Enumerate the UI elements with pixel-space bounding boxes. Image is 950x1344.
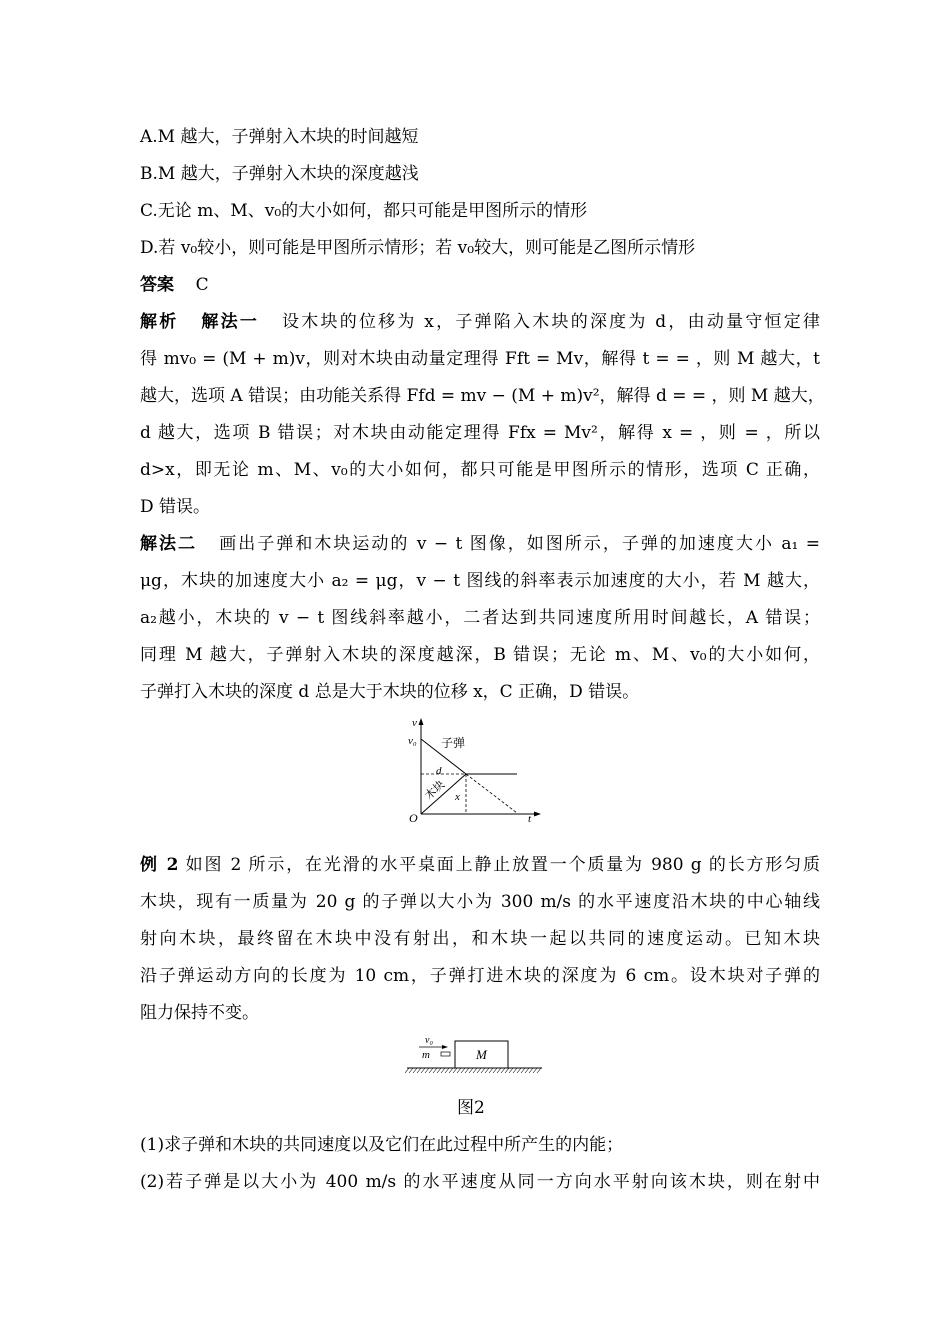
hatch-stroke (497, 1068, 501, 1073)
hatch-stroke (417, 1068, 421, 1073)
example2-line-1: 例 2 如图 2 所示，在光滑的水平桌面上静止放置一个质量为 980 g 的长方形匀质 (140, 855, 821, 875)
hatch-stroke (421, 1068, 425, 1073)
hatch-stroke (485, 1068, 489, 1073)
option-b: B.M 越大，子弹射入木块的深度越浅 (140, 164, 419, 184)
analysis-line-2: 得 mv₀ = (M + m)v，则对木块由动量定理得 Fft = Mv，解得 t = = ，则 M 越大，t (140, 349, 820, 369)
hatch-stroke (433, 1068, 437, 1073)
figure-2 (405, 1030, 547, 1076)
hatch-stroke (505, 1068, 509, 1073)
question-1: (1)求子弹和木块的共同速度以及它们在此过程中所产生的内能； (140, 1135, 624, 1155)
method1-text: 设木块的位移为 x，子弹陷入木块的深度为 d，由动量守恒定律 (282, 312, 821, 332)
hatch-stroke (477, 1068, 481, 1073)
table-hatching (405, 1068, 541, 1073)
hatch-stroke (453, 1068, 457, 1073)
answer-value: C (195, 275, 209, 295)
hatch-stroke (461, 1068, 465, 1073)
hatch-stroke (437, 1068, 441, 1073)
v-axis-label: v (412, 717, 417, 729)
hatch-stroke (441, 1068, 445, 1073)
question-2: (2)若子弹是以大小为 400 m/s 的水平速度从同一方向水平射向该木块，则在射中 (140, 1172, 820, 1192)
hatch-stroke (465, 1068, 469, 1073)
option-d: D.若 v₀较小，则可能是甲图所示情形；若 v₀较大，则可能是乙图所示情形 (140, 238, 696, 258)
method2-label: 解法二 (140, 534, 198, 554)
d-label: d (436, 765, 442, 777)
example2-line-5: 阻力保持不变。 (140, 1003, 259, 1023)
option-a: A.M 越大，子弹射入木块的时间越短 (140, 127, 419, 147)
hatch-stroke (537, 1068, 541, 1073)
method2-line-3: a₂越小，木块的 v − t 图线斜率越小，二者达到共同速度所用时间越长，A 错误； (140, 608, 820, 628)
analysis-line-3: 越大，选项 A 错误；由功能关系得 Ffd = mv − (M + m)v²，解得 d = = ，则 M 越大， (140, 386, 825, 406)
hatch-stroke (521, 1068, 525, 1073)
analysis-line-4: d 越大，选项 B 错误；对木块由动能定理得 Ffx = Mv²，解得 x = ，则 = ，所以 (140, 423, 820, 443)
hatch-stroke (405, 1068, 409, 1073)
method1-label: 解法一 (201, 312, 260, 332)
bullet (441, 1052, 450, 1056)
method2-line-2: μg，木块的加速度大小 a₂ = μg，v − t 图线的斜率表示加速度的大小，若 M 越大， (140, 571, 820, 591)
example2-line-3: 射向木块，最终留在木块中没有射出，和木块一起以共同的速度运动。已知木块 (140, 929, 820, 949)
vt-graph-figure (395, 712, 555, 824)
hatch-stroke (413, 1068, 417, 1073)
t-axis-arrow (534, 812, 541, 817)
example2-label: 例 2 (140, 855, 179, 875)
method2-line-1: 解法二 画出子弹和木块运动的 v − t 图像，如图所示，子弹的加速度大小 a₁ = (140, 534, 821, 554)
hatch-stroke (529, 1068, 533, 1073)
option-c: C.无论 m、M、v₀的大小如何，都只可能是甲图所示的情形 (140, 201, 588, 221)
t-axis-label: t (528, 813, 532, 824)
analysis-line-5: d>x，即无论 m、M、v₀的大小如何，都只可能是甲图所示的情形，选项 C 正确， (140, 460, 820, 480)
answer-line (140, 273, 209, 297)
hatch-stroke (517, 1068, 521, 1073)
hatch-stroke (449, 1068, 453, 1073)
v0-label: v₀ (408, 735, 417, 747)
hatch-stroke (429, 1068, 433, 1073)
hatch-stroke (509, 1068, 513, 1073)
block-label: 木块 (422, 778, 448, 803)
hatch-stroke (445, 1068, 449, 1073)
hatch-stroke (469, 1068, 473, 1073)
hatch-stroke (457, 1068, 461, 1073)
origin-label: O (409, 811, 418, 824)
hatch-stroke (489, 1068, 493, 1073)
block-mass-label: M (476, 1047, 487, 1062)
hatch-stroke (473, 1068, 477, 1073)
figure-2-caption: 图2 (457, 1098, 485, 1118)
hatch-stroke (533, 1068, 537, 1073)
analysis-line-1 (140, 310, 820, 334)
method2-line-4: 同理 M 越大，子弹射入木块的深度越深，B 错误；无论 m、M、v₀的大小如何， (140, 645, 820, 665)
method2-line-5: 子弹打入木块的深度 d 总是大于木块的位移 x，C 正确，D 错误。 (140, 682, 640, 702)
analysis-label: 解析 (140, 312, 179, 332)
bullet-extension-dashed (466, 774, 517, 813)
hatch-stroke (481, 1068, 485, 1073)
hatch-stroke (513, 1068, 517, 1073)
bullet-label: 子弹 (441, 736, 466, 750)
example2-line-2: 木块，现有一质量为 20 g 的子弹以大小为 300 m/s 的水平速度沿木块的中心轴线 (140, 892, 820, 912)
v-axis-arrow (419, 718, 424, 725)
velocity-arrow-head (442, 1045, 448, 1049)
bullet-mass-label: m (422, 1049, 430, 1061)
hatch-stroke (501, 1068, 505, 1073)
hatch-stroke (425, 1068, 429, 1073)
x-label: x (455, 791, 460, 803)
analysis-line-6: D 错误。 (140, 497, 211, 517)
example2-line-4: 沿子弹运动方向的长度为 10 cm，子弹打进木块的深度为 6 cm。设木块对子弹的 (140, 966, 820, 986)
v0-arrow-label: v₀ (425, 1035, 433, 1046)
hatch-stroke (525, 1068, 529, 1073)
answer-label: 答案 (140, 275, 174, 295)
hatch-stroke (409, 1068, 413, 1073)
hatch-stroke (493, 1068, 497, 1073)
